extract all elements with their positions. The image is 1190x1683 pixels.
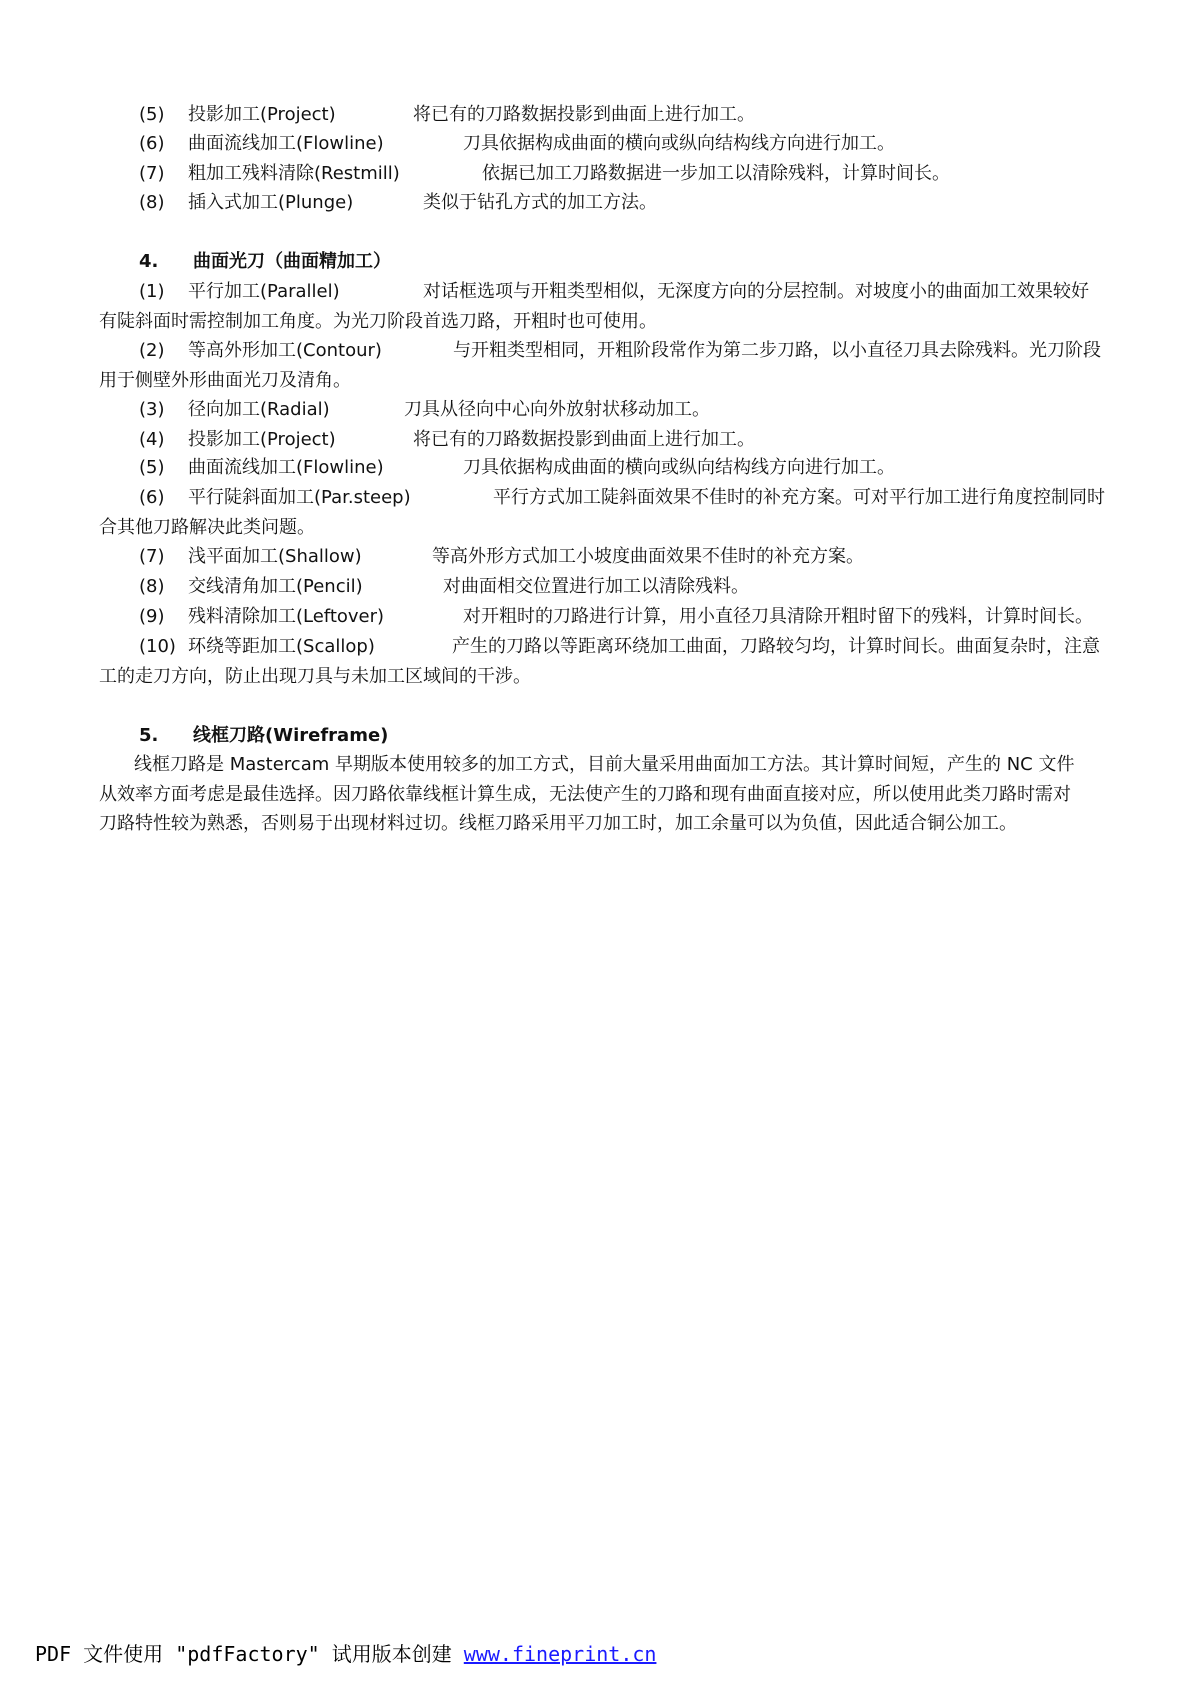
item-number: (8) bbox=[139, 192, 165, 213]
item-number: (8) bbox=[139, 576, 165, 597]
item-number: (5) bbox=[139, 457, 165, 478]
item-name: 平行陡斜面加工(Par.steep) bbox=[188, 487, 411, 508]
item-number: (10) bbox=[139, 636, 176, 657]
item-desc: 将已有的刀路数据投影到曲面上进行加工。 bbox=[413, 104, 755, 125]
section-title: 线框刀路(Wireframe) bbox=[193, 725, 389, 746]
item-desc: 刀具从径向中心向外放射状移动加工。 bbox=[404, 399, 710, 420]
item-name: 径向加工(Radial) bbox=[188, 399, 330, 420]
item-number: (6) bbox=[139, 487, 165, 508]
item-number: (2) bbox=[139, 340, 165, 361]
item-desc-continued: 工的走刀方向，防止出现刀具与未加工区域间的干涉。 bbox=[99, 665, 531, 687]
footer-text: PDF 文件使用 "pdfFactory" 试用版本创建 bbox=[35, 1642, 464, 1666]
item-number: (3) bbox=[139, 399, 165, 420]
footer-link[interactable]: www.fineprint.cn bbox=[463, 1642, 657, 1666]
item-number: (4) bbox=[139, 429, 165, 450]
item-desc-continued: 合其他刀路解决此类问题。 bbox=[99, 516, 315, 538]
item-number: (5) bbox=[139, 104, 165, 125]
item-desc: 对曲面相交位置进行加工以清除残料。 bbox=[443, 576, 749, 597]
item-desc: 产生的刀路以等距离环绕加工曲面，刀路较匀均，计算时间长。曲面复杂时，注意 bbox=[452, 636, 1100, 657]
item-name: 粗加工残料清除(Restmill) bbox=[188, 163, 400, 184]
item-desc: 等高外形方式加工小坡度曲面效果不佳时的补充方案。 bbox=[432, 546, 864, 567]
item-number: (1) bbox=[139, 281, 165, 302]
item-name: 浅平面加工(Shallow) bbox=[188, 546, 362, 567]
item-desc: 对话框选项与开粗类型相似，无深度方向的分层控制。对坡度小的曲面加工效果较好 bbox=[423, 281, 1089, 302]
item-name: 交线清角加工(Pencil) bbox=[188, 576, 363, 597]
item-number: (9) bbox=[139, 606, 165, 627]
item-desc: 平行方式加工陡斜面效果不佳时的补充方案。可对平行加工进行角度控制同时 bbox=[493, 487, 1105, 508]
item-name: 环绕等距加工(Scallop) bbox=[188, 636, 375, 657]
item-desc: 对开粗时的刀路进行计算，用小直径刀具清除开粗时留下的残料，计算时间长。 bbox=[463, 606, 1093, 627]
pdf-footer bbox=[35, 1638, 656, 1667]
item-name: 投影加工(Project) bbox=[188, 104, 336, 125]
item-name: 等高外形加工(Contour) bbox=[188, 340, 382, 361]
item-name: 曲面流线加工(Flowline) bbox=[188, 457, 384, 478]
item-desc-continued: 有陡斜面时需控制加工角度。为光刀阶段首选刀路，开粗时也可使用。 bbox=[99, 310, 657, 332]
item-number: (6) bbox=[139, 133, 165, 154]
item-name: 残料清除加工(Leftover) bbox=[188, 606, 385, 627]
section-number: 5. bbox=[139, 725, 159, 746]
item-name: 投影加工(Project) bbox=[188, 429, 336, 450]
item-number: (7) bbox=[139, 163, 165, 184]
item-desc: 依据已加工刀路数据进一步加工以清除残料，计算时间长。 bbox=[482, 163, 950, 184]
item-name: 插入式加工(Plunge) bbox=[188, 192, 354, 213]
item-desc-continued: 用于侧壁外形曲面光刀及清角。 bbox=[99, 369, 351, 391]
item-desc: 将已有的刀路数据投影到曲面上进行加工。 bbox=[413, 429, 755, 450]
section-number: 4. bbox=[139, 251, 159, 272]
item-number: (7) bbox=[139, 546, 165, 567]
paragraph-line: 刀路特性较为熟悉，否则易于出现材料过切。线框刀路采用平刀加工时，加工余量可以为负值，因此适合铜公加工。 bbox=[99, 813, 1017, 834]
paragraph-line: 从效率方面考虑是最佳选择。因刀路依靠线框计算生成，无法使产生的刀路和现有曲面直接对应，所以使用此类刀路时需对 bbox=[99, 784, 1071, 805]
item-desc: 与开粗类型相同，开粗阶段常作为第二步刀路，以小直径刀具去除残料。光刀阶段 bbox=[453, 340, 1101, 361]
item-desc: 刀具依据构成曲面的横向或纵向结构线方向进行加工。 bbox=[463, 457, 895, 478]
section-title: 曲面光刀（曲面精加工） bbox=[193, 251, 391, 272]
item-name: 平行加工(Parallel) bbox=[188, 281, 340, 302]
item-name: 曲面流线加工(Flowline) bbox=[188, 133, 384, 154]
item-desc: 类似于钻孔方式的加工方法。 bbox=[423, 192, 657, 213]
paragraph-line: 线框刀路是 Mastercam 早期版本使用较多的加工方式，目前大量采用曲面加工方法。其计算时间短，产生的 NC 文件 bbox=[134, 754, 1075, 775]
item-desc: 刀具依据构成曲面的横向或纵向结构线方向进行加工。 bbox=[463, 133, 895, 154]
